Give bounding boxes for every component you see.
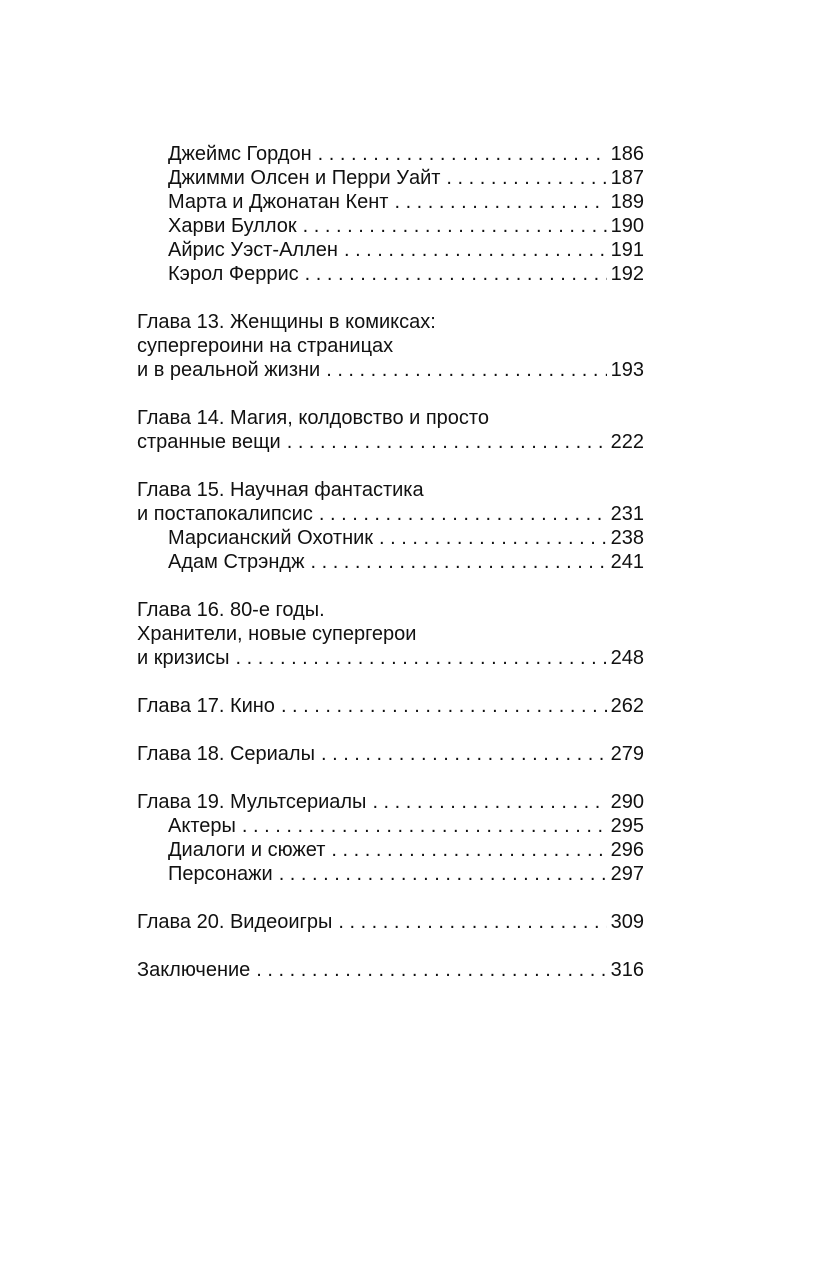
dot-leader (279, 862, 607, 886)
toc-entry-title: Марта и Джонатан Кент (168, 191, 389, 213)
toc-entry-title: Глава 14. Магия, колдовство и просто (137, 407, 489, 429)
toc-entry (137, 430, 644, 454)
toc-entry (137, 742, 644, 766)
dot-leader (256, 958, 606, 982)
toc-entry-title: Глава 19. Мультсериалы (137, 791, 367, 813)
toc-section (137, 910, 644, 934)
toc-page-number: 192 (610, 263, 644, 285)
dot-leader (379, 526, 607, 550)
dot-leader (310, 550, 606, 574)
toc-entry-title: Глава 18. Сериалы (137, 743, 315, 765)
toc-entry (137, 502, 644, 526)
toc-subentry (137, 862, 644, 886)
toc-entry-title: Диалоги и сюжет (168, 839, 326, 861)
dot-leader (318, 142, 607, 166)
toc-entry (137, 790, 644, 814)
toc-section (137, 958, 644, 982)
toc-subentry (137, 142, 644, 166)
toc-entry (137, 646, 644, 670)
toc-entry-title: Айрис Уэст-Аллен (168, 239, 338, 261)
toc-entry-title: супергероини на страницах (137, 335, 394, 357)
toc-subentry (137, 838, 644, 862)
toc-entry (137, 598, 644, 622)
dot-leader (242, 814, 607, 838)
toc-entry-title: Кэрол Феррис (168, 263, 299, 285)
dot-leader (319, 502, 607, 526)
toc-page-number: 297 (610, 863, 644, 885)
dot-leader (344, 238, 607, 262)
toc-page-number: 295 (610, 815, 644, 837)
toc-page-number: 189 (610, 191, 644, 213)
dot-leader (331, 838, 606, 862)
toc-subentry (137, 526, 644, 550)
toc-entry-title: Глава 20. Видеоигры (137, 911, 333, 933)
toc-page-number: 248 (610, 647, 644, 669)
toc-entry (137, 478, 644, 502)
toc-section (137, 790, 644, 886)
toc-section (137, 598, 644, 670)
toc-section (137, 142, 644, 286)
toc-subentry (137, 262, 644, 286)
dot-leader (321, 742, 607, 766)
dot-leader (326, 358, 606, 382)
toc-subentry (137, 214, 644, 238)
toc-page-number: 187 (610, 167, 644, 189)
toc-entry-title: Глава 16. 80-е годы. (137, 599, 325, 621)
toc-entry (137, 694, 644, 718)
toc-entry (137, 910, 644, 934)
toc-section (137, 694, 644, 718)
toc-entry-title: Харви Буллок (168, 215, 297, 237)
dot-leader (394, 190, 606, 214)
toc-entry-title: Актеры (168, 815, 236, 837)
toc-page-number: 238 (610, 527, 644, 549)
toc-entry-title: Заключение (137, 959, 251, 981)
dot-leader (236, 646, 607, 670)
toc-subentry (137, 814, 644, 838)
dot-leader (305, 262, 607, 286)
toc-page-number: 186 (610, 143, 644, 165)
toc-section (137, 406, 644, 454)
dot-leader (287, 430, 607, 454)
toc-page-number: 290 (610, 791, 644, 813)
toc-page-number: 262 (610, 695, 644, 717)
toc-entry (137, 958, 644, 982)
toc-page-number: 316 (610, 959, 644, 981)
toc-entry-title: Глава 13. Женщины в комиксах: (137, 311, 436, 333)
toc-section (137, 310, 644, 382)
toc-entry (137, 406, 644, 430)
toc-page-number: 191 (610, 239, 644, 261)
dot-leader (372, 790, 606, 814)
toc-page-number: 190 (610, 215, 644, 237)
table-of-contents (137, 142, 644, 1006)
toc-entry-title: Марсианский Охотник (168, 527, 374, 549)
toc-entry-title: странные вещи (137, 431, 281, 453)
toc-page-number: 231 (610, 503, 644, 525)
toc-subentry (137, 190, 644, 214)
dot-leader (446, 166, 606, 190)
toc-entry-title: Джимми Олсен и Перри Уайт (168, 167, 441, 189)
toc-entry-title: Джеймс Гордон (168, 143, 312, 165)
toc-entry (137, 334, 644, 358)
toc-entry (137, 622, 644, 646)
toc-entry-title: и постапокалипсис (137, 503, 313, 525)
toc-page-number: 222 (610, 431, 644, 453)
toc-page-number: 309 (610, 911, 644, 933)
toc-entry-title: Хранители, новые супергерои (137, 623, 417, 645)
toc-subentry (137, 166, 644, 190)
toc-entry-title: Адам Стрэндж (168, 551, 305, 573)
toc-entry (137, 310, 644, 334)
toc-page-number: 193 (610, 359, 644, 381)
dot-leader (303, 214, 607, 238)
dot-leader (338, 910, 606, 934)
toc-subentry (137, 550, 644, 574)
toc-entry-title: и кризисы (137, 647, 230, 669)
toc-section (137, 742, 644, 766)
toc-entry-title: Персонажи (168, 863, 273, 885)
dot-leader (281, 694, 607, 718)
toc-section (137, 478, 644, 574)
toc-page-number: 296 (610, 839, 644, 861)
toc-page-number: 279 (610, 743, 644, 765)
toc-entry (137, 358, 644, 382)
toc-entry-title: Глава 17. Кино (137, 695, 275, 717)
toc-entry-title: Глава 15. Научная фантастика (137, 479, 424, 501)
toc-page-number: 241 (610, 551, 644, 573)
toc-entry-title: и в реальной жизни (137, 359, 321, 381)
toc-subentry (137, 238, 644, 262)
